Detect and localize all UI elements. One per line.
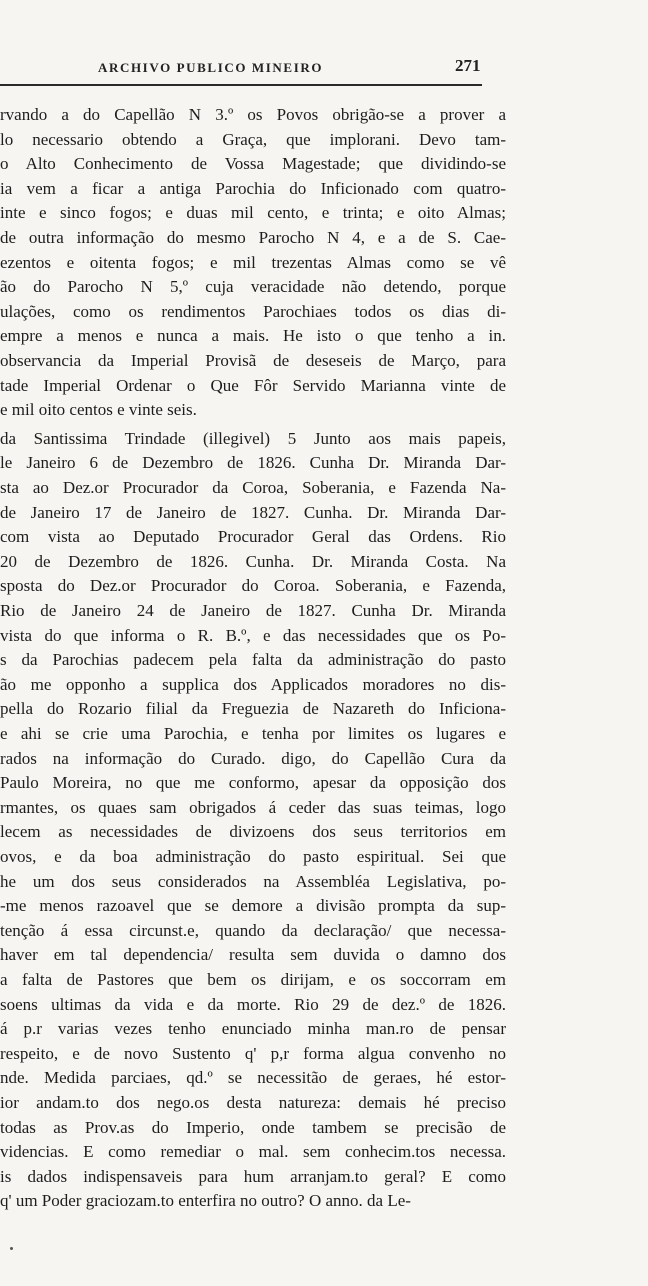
header-title: ARCHIVO PUBLICO MINEIRO — [98, 60, 324, 75]
text-line: he um dos seus considerados na Assembléa Legislativa, po- — [0, 871, 506, 891]
text-line: ia vem a ficar a antiga Parochia do Inficionado com quatro- — [0, 178, 506, 198]
text-line: sta ao Dez.or Procurador da Coroa, Soberania, e Fazenda Na- — [0, 478, 506, 497]
text-line: rados na informação do Curado. digo, do Capellão Cura da — [0, 748, 506, 768]
text-line: e ahi se crie uma Parochia, e tenha por limites os lugares e — [0, 724, 506, 743]
text-line: empre a menos e nunca a mais. He isto o que tenho a in. — [0, 326, 506, 346]
text-line: ão me opponho a supplica dos Applicados moradores no dis- — [0, 674, 506, 694]
text-line: soens ultimas da vida e da morte. Rio 29 de dez.º de 1826. — [0, 994, 506, 1014]
text-line: e mil oito centos e vinte seis. — [0, 400, 197, 420]
text-line: de Janeiro 17 de Janeiro de 1827. Cunha. Dr. Miranda Dar- — [0, 502, 506, 522]
text-line: ão do Parocho N 5,º cuja veracidade não detendo, porque — [0, 277, 506, 297]
text-line: de outra informação do mesmo Parocho N 4, e a de S. Cae- — [0, 228, 506, 247]
text-line: a falta de Pastores que bem os dirijam, e os soccorram em — [0, 970, 506, 989]
text-line: 20 de Dezembro de 1826. Cunha. Dr. Miranda Costa. Na — [0, 551, 506, 571]
text-line: Rio de Janeiro 24 de Janeiro de 1827. Cunha Dr. Miranda — [0, 601, 506, 620]
text-line: com vista ao Deputado Procurador Geral das Ordens. Rio — [0, 527, 506, 547]
text-line: ezentos e oitenta fogos; e mil trezentas Almas como se vê — [0, 252, 506, 272]
text-line: s da Parochias padecem pela falta da administração do pasto — [0, 650, 506, 670]
text-line: tenção á essa circunst.e, quando da declaração/ que necessa- — [0, 920, 506, 940]
text-line: inte e sinco fogos; e duas mil cento, e trinta; e oito Almas; — [0, 203, 506, 223]
text-line: -me menos razoavel que se demore a divisão prompta da sup- — [0, 896, 506, 916]
scan-speck — [10, 1247, 13, 1250]
text-line: nde. Medida parciaes, qd.º se necessitão de geraes, hé estor- — [0, 1068, 506, 1088]
text-line: le Janeiro 6 de Dezembro de 1826. Cunha Dr. Miranda Dar- — [0, 453, 506, 473]
text-line: ior andam.to dos nego.os desta natureza: demais hé preciso — [0, 1093, 506, 1112]
text-line: Paulo Moreira, no que me conformo, apesar da opposição dos — [0, 773, 506, 793]
text-line: q' um Poder graciozam.to enterfira no outro? O anno. da Le- — [0, 1191, 411, 1211]
running-header — [0, 56, 648, 78]
page-number: 271 — [455, 56, 481, 75]
text-line: lecem as necessidades de divizoens dos seus territorios em — [0, 822, 506, 842]
text-line: haver em tal dependencia/ resulta sem duvida o damno dos — [0, 945, 506, 965]
text-line: lo necessario obtendo a Graça, que implorani. Devo tam- — [0, 129, 506, 149]
text-line: tade Imperial Ordenar o Que Fôr Servido Marianna vinte de — [0, 375, 506, 395]
text-line: rmantes, os quaes sam obrigados á ceder das suas teimas, logo — [0, 797, 506, 817]
text-line: o Alto Conhecimento de Vossa Magestade; que dividindo-se — [0, 154, 506, 174]
text-line: is dados indispensaveis para hum arranjam.to geral? E como — [0, 1166, 506, 1186]
text-line: rvando a do Capellão N 3.º os Povos obrigão-se a prover a — [0, 105, 506, 124]
text-line: da Santissima Trindade (illegivel) 5 Junto aos mais papeis, — [0, 428, 506, 448]
text-line: sposta do Dez.or Procurador do Coroa. Soberania, e Fazenda, — [0, 576, 506, 596]
text-line: ovos, e da boa administração do pasto espiritual. Sei que — [0, 847, 506, 866]
header-rule — [0, 84, 482, 86]
text-line: todas as Prov.as do Imperio, onde tambem se precisão de — [0, 1117, 506, 1137]
text-line: vista do que informa o R. B.º, e das necessidades que os Po- — [0, 625, 506, 645]
text-line: videncias. E como remediar o mal. sem conhecim.tos necessa. — [0, 1142, 506, 1162]
text-line: pella do Rozario filial da Freguezia de Nazareth do Inficiona- — [0, 699, 506, 719]
text-line: respeito, e de novo Sustento q' p,r forma algua convenho no — [0, 1043, 506, 1063]
text-line: observancia da Imperial Provisã de deseseis de Março, para — [0, 351, 506, 370]
text-line: á p.r varias vezes tenho enunciado minha man.ro de pensar — [0, 1019, 506, 1039]
text-line: ulações, como os rendimentos Parochiaes todos os dias di- — [0, 301, 506, 321]
